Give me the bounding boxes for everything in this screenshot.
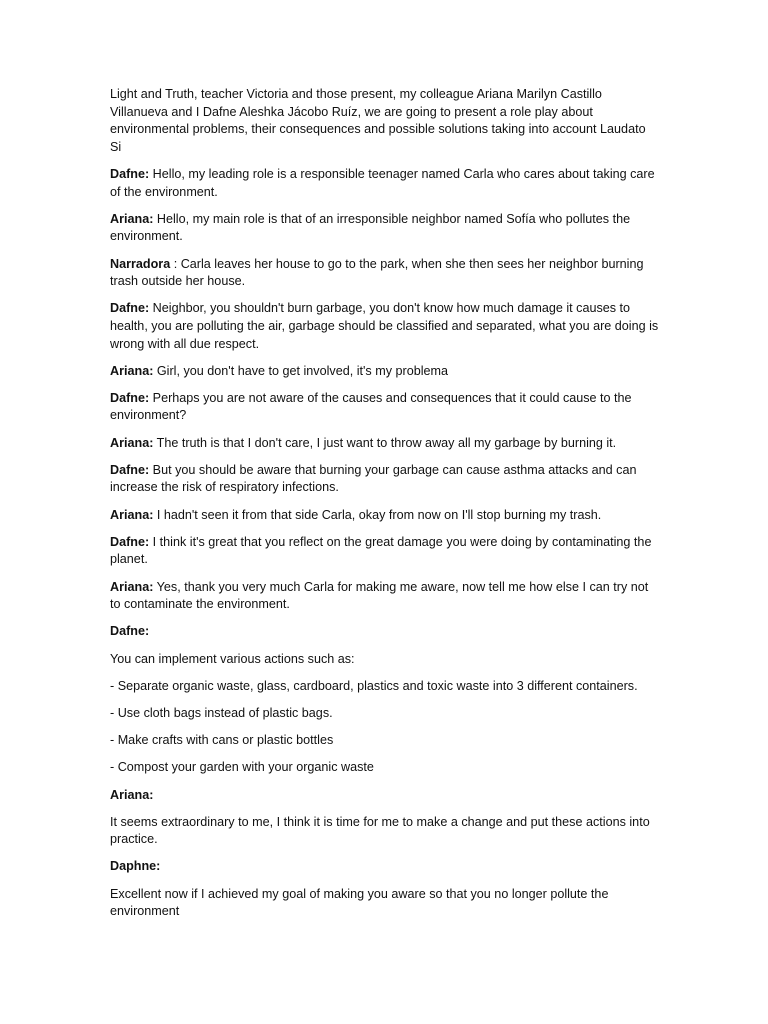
- dialogue-text: Perhaps you are not aware of the causes and consequences that it could cause to the environment?: [110, 390, 632, 423]
- dialogue-text: I hadn't seen it from that side Carla, okay from now on I'll stop burning my trash.: [153, 507, 602, 522]
- speaker-label: Ariana:: [110, 363, 154, 378]
- dialogue-line-3: [110, 256, 660, 291]
- dialogue-text: I think it's great that you reflect on the great damage you were doing by contaminating the planet.: [110, 534, 652, 567]
- action-item: - Compost your garden with your organic waste: [110, 760, 374, 775]
- speaker-label: Dafne:: [110, 390, 150, 405]
- dialogue-text: Hello, my main role is that of an irresponsible neighbor named Sofía who pollutes the environment.: [110, 211, 631, 244]
- dialogue-line-5: [110, 363, 660, 381]
- dialogue-text: Girl, you don't have to get involved, it's my problema: [153, 363, 448, 378]
- dialogue-line-1: [110, 166, 660, 201]
- dialogue-text: But you should be aware that burning your garbage can cause asthma attacks and can increase the risk of respiratory infections.: [110, 462, 637, 495]
- dialogue-line-8: [110, 462, 660, 497]
- ariana-reply: It seems extraordinary to me, I think it is time for me to make a change and put these actions into practice.: [110, 814, 650, 847]
- dialogue-text: Hello, my leading role is a responsible teenager named Carla who cares about taking care of the environment.: [110, 166, 655, 199]
- speaker-label: Ariana:: [110, 211, 154, 226]
- dialogue-text: Neighbor, you shouldn't burn garbage, you don't know how much damage it causes to health, you are polluting the air, garbage should be classified and separated, what you are doing is wrong with all due respect.: [110, 301, 659, 351]
- dialogue-line-10: [110, 534, 660, 569]
- dialogue-text: The truth is that I don't care, I just want to throw away all my garbage by burning it.: [153, 435, 617, 450]
- speaker-label: Narradora: [110, 256, 171, 271]
- dialogue-line-7: [110, 435, 660, 453]
- speaker-label: Ariana:: [110, 435, 154, 450]
- dialogue-line-4: [110, 300, 660, 353]
- intro-paragraph: Light and Truth, teacher Victoria and those present, my colleague Ariana Marilyn Castillo Villanueva and I Dafne Aleshka Jácobo Ruíz, we are going to present a role play about environmental problems, their consequences and possible solutions taking into account Laudato Si: [110, 87, 646, 154]
- daphne-reply: Excellent now if I achieved my goal of making you aware so that you no longer pollute the environment: [110, 886, 609, 919]
- dialogue-text: : Carla leaves her house to go to the park, when she then sees her neighbor burning trash outside her house.: [110, 256, 644, 289]
- speaker-label: Dafne:: [110, 462, 150, 477]
- dialogue-line-2: [110, 211, 660, 246]
- document-page: [110, 86, 660, 930]
- dialogue-line-6: [110, 390, 660, 425]
- ariana-heading: Ariana:: [110, 787, 154, 802]
- action-item: - Use cloth bags instead of plastic bags.: [110, 705, 333, 720]
- speaker-label: Ariana:: [110, 579, 154, 594]
- dialogue-line-9: [110, 507, 660, 525]
- speaker-label: Dafne:: [110, 301, 150, 316]
- actions-intro: You can implement various actions such as:: [110, 651, 355, 666]
- speaker-label: Dafne:: [110, 534, 150, 549]
- dialogue-text: Yes, thank you very much Carla for making me aware, now tell me how else I can try not to contaminate the environment.: [110, 579, 649, 612]
- action-item: - Make crafts with cans or plastic bottles: [110, 733, 334, 748]
- dafne-heading: Dafne:: [110, 624, 150, 639]
- dialogue-line-11: [110, 579, 660, 614]
- speaker-label: Dafne:: [110, 166, 150, 181]
- daphne-heading: Daphne:: [110, 859, 161, 874]
- action-item: - Separate organic waste, glass, cardboard, plastics and toxic waste into 3 different containers.: [110, 678, 638, 693]
- speaker-label: Ariana:: [110, 507, 154, 522]
